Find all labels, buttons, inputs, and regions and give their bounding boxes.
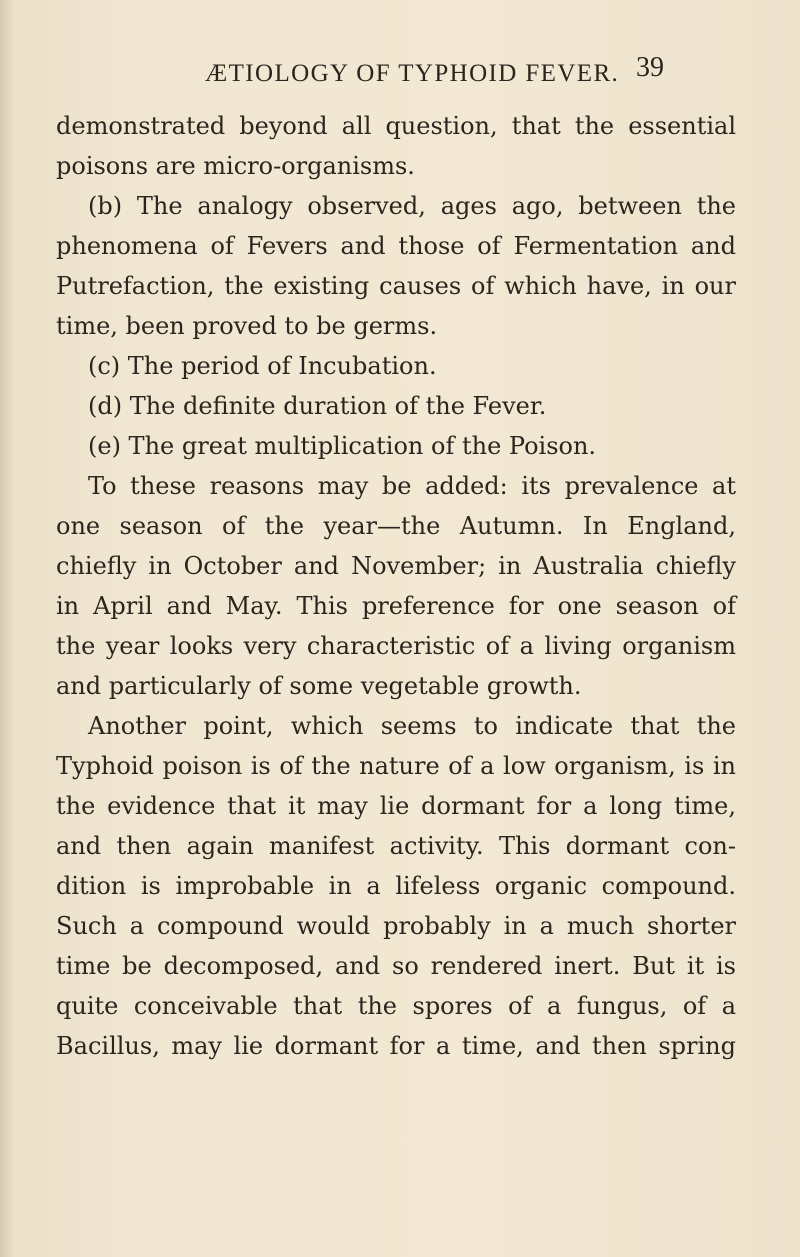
body-text [56,106,736,1066]
running-head [0,52,800,98]
page-number: 39 [636,52,664,83]
text-line: To these reasons may be added: its prevalence at [88,472,736,500]
text-line: (c) The period of Incubation. [88,352,437,380]
text-line: dition is improbable in a lifeless organic compound. [56,872,736,900]
text-line: Another point, which seems to indicate that the [88,712,736,740]
text-line: demonstrated beyond all question, that the essential [56,112,736,140]
text-line: (b) The analogy observed, ages ago, between the [88,192,736,220]
text-line: time, been proved to be germs. [56,312,438,340]
text-line: and then again manifest activity. This dormant con- [56,832,736,860]
text-line: the year looks very characteristic of a living organism [56,632,736,660]
text-line: (e) The great multiplication of the Poison. [88,432,597,460]
text-line: in April and May. This preference for one season of [56,592,736,620]
text-line: and particularly of some vegetable growth. [56,672,582,700]
text-line: Bacillus, may lie dormant for a time, and then spring [56,1032,736,1060]
text-line: the evidence that it may lie dormant for a long time, [56,792,736,820]
text-line: Such a compound would probably in a much shorter [56,912,736,940]
text-line: one season of the year—the Autumn. In England, [56,512,736,540]
text-line: time be decomposed, and so rendered inert. But it is [56,952,736,980]
text-line: Typhoid poison is of the nature of a low organism, is in [56,752,736,780]
text-line: (d) The definite duration of the Fever. [88,392,547,420]
text-line: phenomena of Fevers and those of Fermentation and [56,232,736,260]
text-line: Putrefaction, the existing causes of which have, in our [56,272,736,300]
text-line: poisons are micro-organisms. [56,152,415,180]
text-line: quite conceivable that the spores of a fungus, of a [56,992,736,1020]
text-line: chiefly in October and November; in Australia chiefly [56,552,736,580]
running-head-title: ÆTIOLOGY OF TYPHOID FEVER. [205,60,620,87]
page-gutter-shadow [0,0,14,1257]
